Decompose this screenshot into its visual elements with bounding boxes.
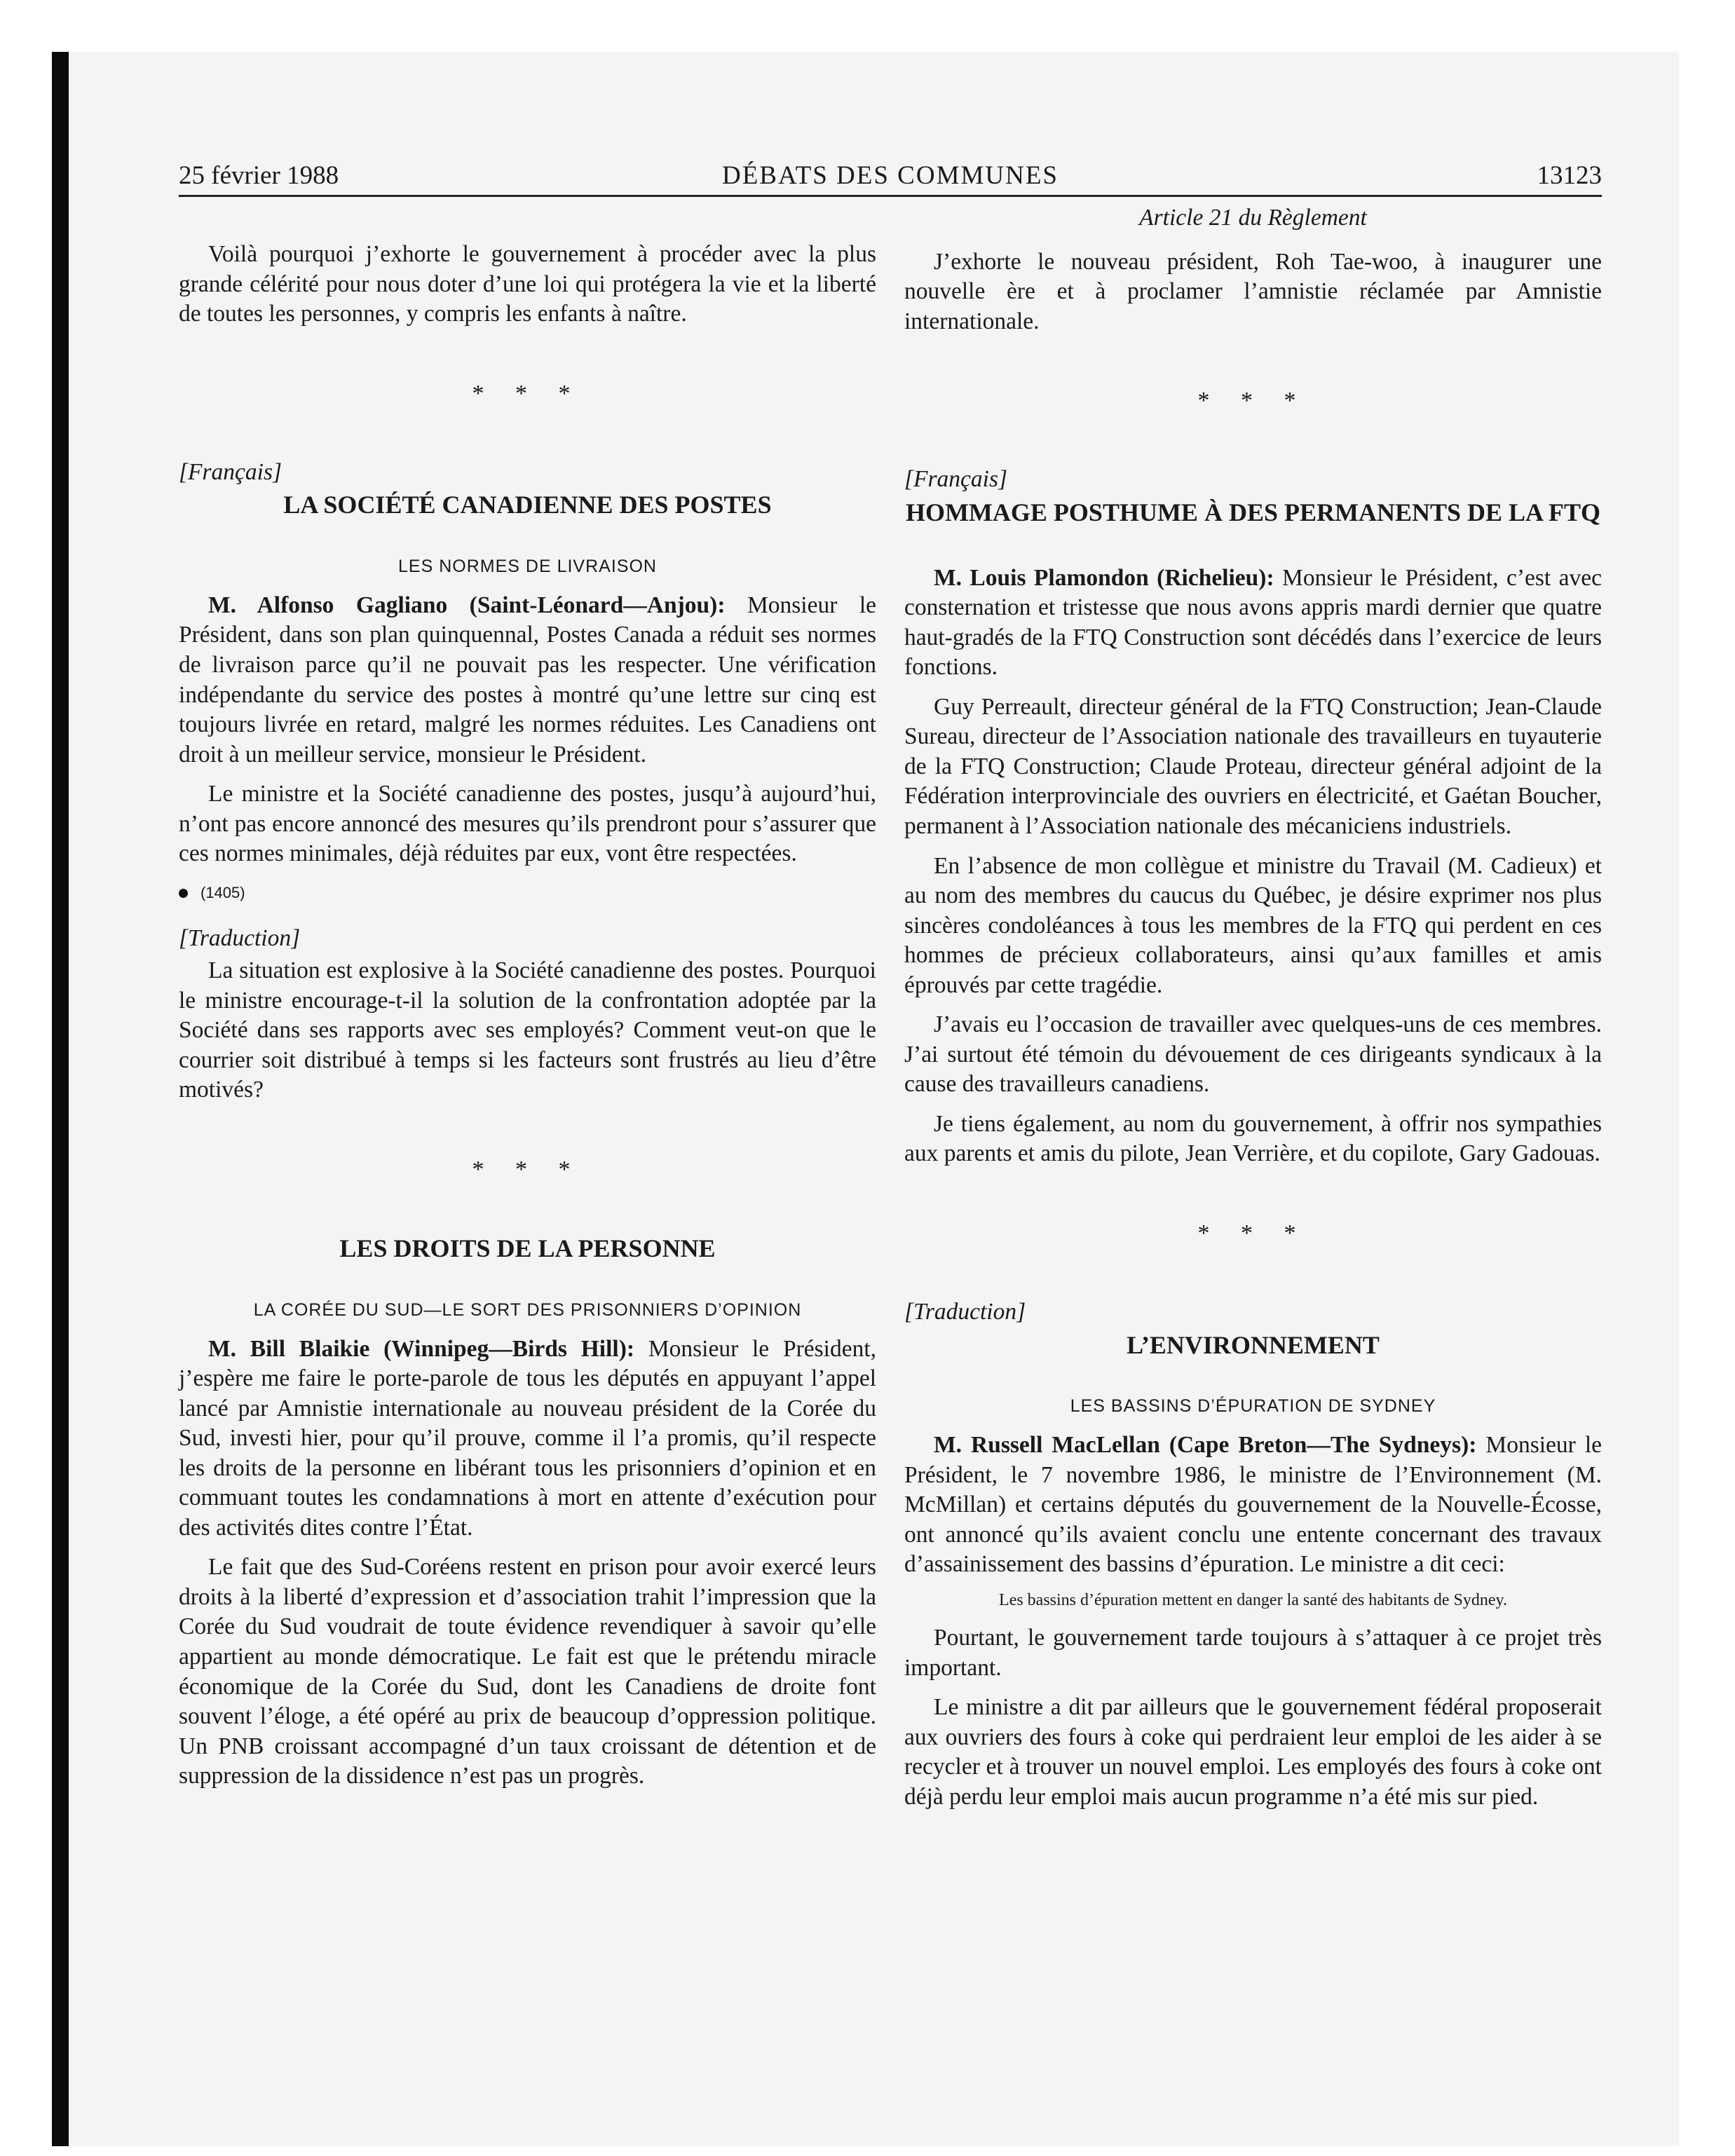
paragraph [904, 1431, 1602, 1580]
speaker-name: M. Louis Plamondon (Richelieu): [934, 564, 1274, 591]
section-separator: * * * [472, 380, 583, 407]
section-separator: * * * [1197, 388, 1309, 414]
paragraph [904, 564, 1602, 683]
paragraph: Voilà pourquoi j’exhorte le gouvernement à procéder avec la plus grande célérité pour nous doter d’une loi qui protégera la vie et la liberté de toutes les personnes, y compris les enfants à naître. [179, 241, 876, 327]
header-page-number: 13123 [1537, 161, 1602, 190]
paragraph: Le ministre et la Société canadienne des postes, jusqu’à aujourd’hui, n’ont pas encore annoncé des mesures qu’ils prendront pour s’assurer que ces normes minimales, déjà réduites par eux, vont être respectées. [179, 781, 876, 867]
block-quote: Les bassins d’épuration mettent en danger la santé des habitants de Sydney. [999, 1590, 1507, 1609]
section-separator: * * * [472, 1156, 583, 1182]
subheading: LA CORÉE DU SUD—LE SORT DES PRISONNIERS D’OPINION [253, 1299, 802, 1320]
paragraph: J’exhorte le nouveau président, Roh Tae-woo, à inaugurer une nouvelle ère et à proclamer l’amnistie réclamée par Amnistie internationale. [904, 248, 1602, 334]
paragraph: La situation est explosive à la Société canadienne des postes. Pourquoi le ministre encourage-t-il la solution de la confrontation adoptée par la Société dans ses rapports avec ses employés? Comment veut-on que le courrier soit distribué à temps si les facteurs sont frustrés au lieu d’être motivés? [179, 957, 876, 1103]
speaker-name: M. Bill Blaikie (Winnipeg—Birds Hill): [208, 1335, 635, 1362]
language-marker: [Traduction] [179, 925, 301, 951]
bullet-icon [179, 889, 188, 898]
section-heading: LES DROITS DE LA PERSONNE [339, 1234, 716, 1263]
paragraph [179, 1335, 876, 1543]
right-column [904, 203, 1602, 2012]
section-heading: L’ENVIRONNEMENT [1127, 1330, 1380, 1359]
paragraph-text: Monsieur le Président, le 7 novembre 1986, le ministre de l’Environnement (M. McMillan) et certains députés du gouvernement de la Nouvelle-Écosse, ont annoncé qu’ils avaient conclu une entente concernant des travaux d’assainissement des bassins d’épuration. Le ministre a dit ceci: [904, 1432, 1602, 1578]
header-title: DÉBATS DES COMMUNES [721, 161, 1059, 190]
paragraph: Guy Perreault, directeur général de la FTQ Construction; Jean-Claude Sureau, directeur de l’Association nationale des travailleurs en tuyauterie de la FTQ Construction; Claude Proteau, directeur général adjoint de la Fédération interprovinciale des ouvriers en électricité, et Gaétan Boucher, permanent à l’Association nationale des mécaniciens industriels. [904, 693, 1602, 839]
subheading: LES NORMES DE LIVRAISON [398, 557, 657, 577]
paragraph: Le fait que des Sud-Coréens restent en prison pour avoir exercé leurs droits à la liberté d’expression et d’association trahit l’impression que la Corée du Sud voudrait de toute évidence revendiquer à savoir qu’elle appartient au monde démocratique. Le fait est que le prétendu miracle économique de la Corée du Sud, dont les Canadiens de droite font souvent l’éloge, a été opéré au prix de beaucoup d’oppression politique. Un PNB croissant accompagné d’un taux croissant de détention et de suppression de la dissidence n’est pas un progrès. [179, 1554, 876, 1789]
paragraph: J’avais eu l’occasion de travailler avec quelques-uns de ces membres. J’ai surtout été témoin du dévouement de ces dirigeants syndicaux à la cause des travailleurs canadiens. [904, 1011, 1602, 1098]
language-marker: [Traduction] [904, 1299, 1026, 1325]
paragraph-text: Monsieur le Président, c’est avec consternation et tristesse que nous avons appris mardi dernier que quatre haut-gradés de la FTQ Construction sont décédés dans l’exercice de leurs fonctions. [904, 564, 1602, 681]
paragraph: Je tiens également, au nom du gouvernement, à offrir nos sympathies aux parents et amis du pilote, Jean Verrière, et du copilote, Gary Gadouas. [904, 1110, 1602, 1167]
paragraph-text: Monsieur le Président, j’espère me faire le porte-parole de tous les députés en appuyant l’appel lancé par Amnistie internationale au nouveau président de la Corée du Sud, investi hier, pour qu’il prouve, comme il l’a promis, qu’il respecte les droits de la personne en libérant tous les prisonniers d’opinion et en commuant toutes les condamnations à mort en attente d’exécution pour des activités dites contre l’État. [179, 1335, 877, 1541]
paragraph [179, 591, 876, 770]
header-date: 25 février 1988 [179, 161, 339, 190]
paragraph: Pourtant, le gouvernement tarde toujours à s’attaquer à ce projet très important. [904, 1625, 1602, 1681]
scan-edge-bar [52, 52, 69, 2146]
speaker-name: M. Alfonso Gagliano (Saint-Léonard—Anjou): [208, 592, 726, 618]
paragraph-text: Monsieur le Président, dans son plan quinquennal, Postes Canada a réduit ses normes de livraison parce qu’il ne pouvait pas les respecter. Une vérification indépendante du service des postes à montré qu’une lettre sur cinq est toujours livrée en retard, malgré les normes réduites. Les Canadiens ont droit à un meilleur service, monsieur le Président. [179, 592, 876, 767]
section-heading: LA SOCIÉTÉ CANADIENNE DES POSTES [283, 491, 772, 519]
speaker-name: M. Russell MacLellan (Cape Breton—The Sydneys): [934, 1432, 1477, 1459]
subheading: LES BASSINS D’ÉPURATION DE SYDNEY [1070, 1396, 1436, 1417]
page-header [179, 156, 1602, 197]
time-marker [179, 883, 876, 903]
language-marker: [Français] [179, 458, 283, 485]
section-separator: * * * [1197, 1220, 1309, 1246]
rubric: Article 21 du Règlement [1139, 205, 1367, 231]
section-heading: HOMMAGE POSTHUME À DES PERMANENTS DE LA FTQ [905, 498, 1601, 526]
time-marker-text: (1405) [200, 883, 245, 901]
language-marker: [Français] [904, 466, 1008, 493]
left-column [179, 203, 876, 2012]
paragraph: Le ministre a dit par ailleurs que le gouvernement fédéral proposerait aux ouvriers des fours à coke qui perdraient leur emploi de les aider à se recycler et à trouver un nouvel emploi. Les employés des fours à coke ont déjà perdu leur emploi mais aucun programme n’a été mis sur pied. [904, 1694, 1602, 1810]
paragraph: En l’absence de mon collègue et ministre du Travail (M. Cadieux) et au nom des membres du caucus du Québec, je désire exprimer nos plus sincères condoléances à tous les membres de la FTQ qui perdent en ces hommes de précieux collaborateurs, ainsi qu’aux familles et amis éprouvés par cette tragédie. [904, 852, 1602, 998]
